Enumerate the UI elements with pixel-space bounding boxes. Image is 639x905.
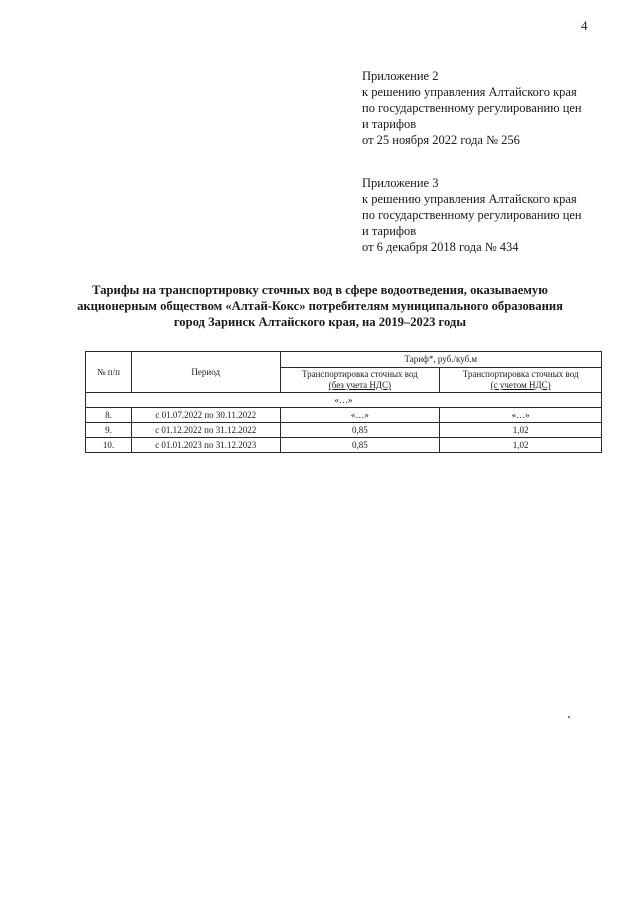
row-period: с 01.01.2023 по 31.12.2023: [131, 438, 280, 453]
appendix-2-line: от 25 ноября 2022 года № 256: [362, 133, 520, 147]
header-period: Период: [131, 352, 280, 393]
page-number: 4: [581, 18, 588, 33]
ellipsis-cell: «…»: [86, 393, 602, 408]
appendix-3-line: Приложение 3: [362, 176, 439, 190]
row-tariff-without-vat: 0,85: [280, 438, 440, 453]
table-row: [86, 438, 602, 453]
row-period: с 01.07.2022 по 30.11.2022: [131, 408, 280, 423]
header-with-vat-line2: (с учетом НДС): [490, 380, 551, 390]
table-header-row: [86, 352, 602, 368]
row-period: с 01.12.2022 по 31.12.2022: [131, 423, 280, 438]
header-without-vat: [280, 368, 440, 393]
appendix-3-header: [362, 175, 582, 255]
tariffs-table: [85, 351, 602, 453]
appendix-2-line: к решению управления Алтайского края: [362, 85, 577, 99]
appendix-3-line: по государственному регулированию цен: [362, 208, 582, 222]
row-number: 9.: [86, 423, 132, 438]
scan-speck: [568, 716, 570, 718]
header-without-vat-line1: Транспортировка сточных вод: [301, 369, 418, 379]
appendix-3-line: к решению управления Алтайского края: [362, 192, 577, 206]
row-number: 10.: [86, 438, 132, 453]
title-line: Тарифы на транспортировку сточных вод в сфере водоотведения, оказываемую: [92, 283, 548, 297]
header-without-vat-line2: (без учета НДС): [328, 380, 392, 390]
appendix-2-header: [362, 68, 582, 148]
title-line: город Заринск Алтайского края, на 2019–2023 годы: [173, 315, 467, 329]
appendix-2-line: по государственному регулированию цен: [362, 101, 582, 115]
table-row: [86, 423, 602, 438]
header-with-vat: [440, 368, 602, 393]
header-number: № п/п: [86, 352, 132, 393]
row-tariff-with-vat: «…»: [440, 408, 602, 423]
title-line: акционерным обществом «Алтай-Кокс» потребителям муниципального образования: [77, 299, 563, 313]
appendix-3-line: и тарифов: [362, 224, 417, 238]
header-tariff: Тариф*, руб./куб.м: [280, 352, 601, 368]
table-row: [86, 408, 602, 423]
row-tariff-with-vat: 1,02: [440, 438, 602, 453]
document-title: [70, 282, 570, 330]
row-tariff-with-vat: 1,02: [440, 423, 602, 438]
table-ellipsis-row: [86, 393, 602, 408]
appendix-2-line: и тарифов: [362, 117, 417, 131]
appendix-2-line: Приложение 2: [362, 69, 439, 83]
row-tariff-without-vat: 0,85: [280, 423, 440, 438]
row-number: 8.: [86, 408, 132, 423]
appendix-3-line: от 6 декабря 2018 года № 434: [362, 240, 519, 254]
header-with-vat-line1: Транспортировка сточных вод: [462, 369, 579, 379]
row-tariff-without-vat: «…»: [280, 408, 440, 423]
